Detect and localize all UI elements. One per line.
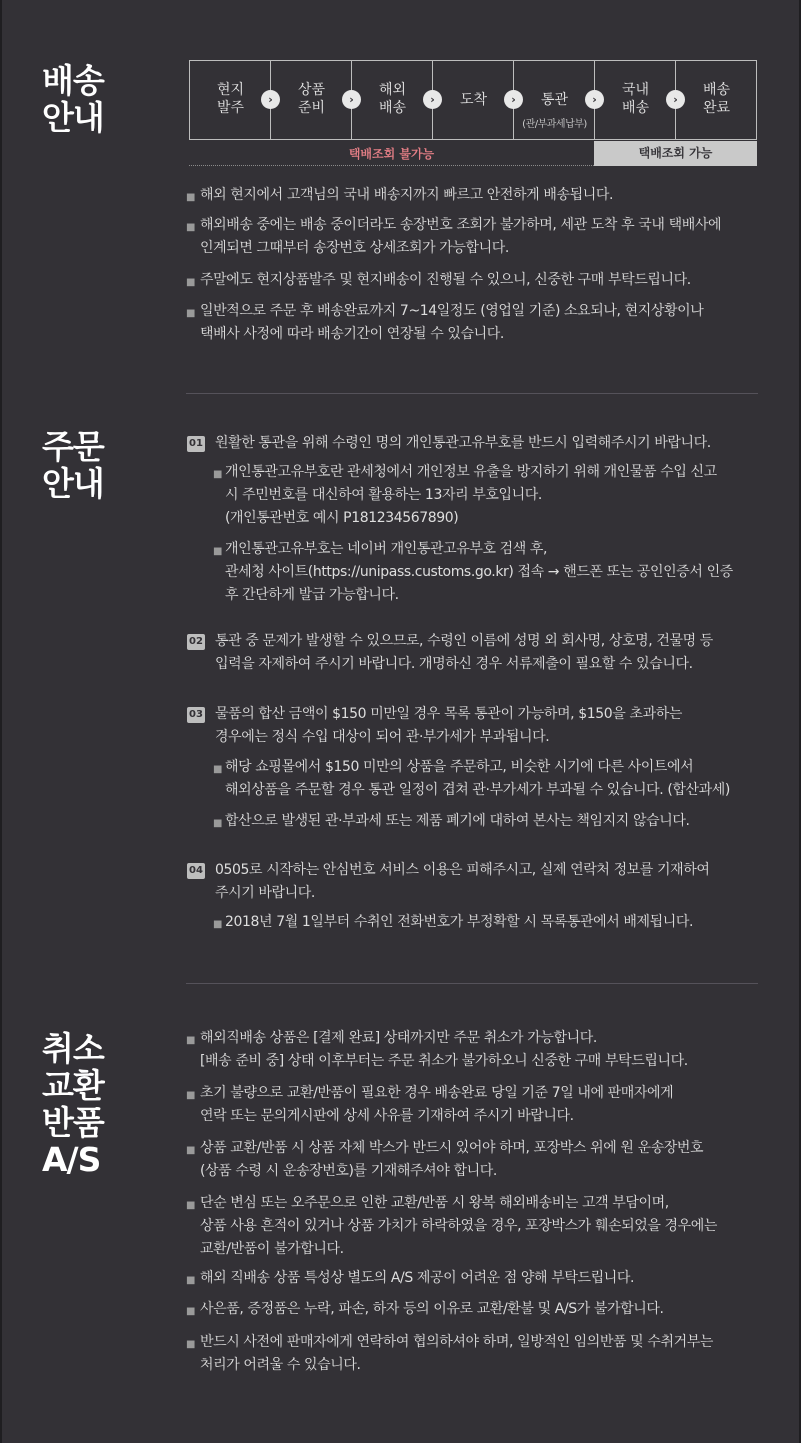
flow-step-label-line: 상품: [297, 82, 326, 98]
order-item: [215, 432, 711, 455]
note-line: 연락 또는 문의게시판에 상세 사유를 기재하여 주시기 바랍니다.: [200, 1108, 574, 1124]
item-number-badge: 02: [187, 634, 205, 650]
note-line: 해외배송 중에는 배송 중이더라도 송장번호 조회가 불가하며, 세관 도착 후 국내 택배사에: [200, 217, 722, 233]
order-sub-note-line: 관세청 사이트(https://unipass.customs.go.kr) 접속 → 핸드폰 또는 공인인증서 인증: [225, 564, 733, 580]
chevron-right-icon: ›: [342, 90, 361, 109]
chevron-right-icon: ›: [585, 90, 604, 109]
bullet-icon: ■: [186, 1275, 196, 1286]
order-item-line: 물품의 합산 금액이 $150 미만일 경우 목록 통관이 가능하며, $150을 초과하는: [215, 706, 682, 722]
note-line: 처리가 어려울 수 있습니다.: [200, 1357, 361, 1373]
flow-step-label-line: 배송: [378, 100, 407, 116]
bullet-icon: ■: [186, 1200, 196, 1211]
flow-step-label: [676, 81, 757, 117]
order-sub-note: [213, 756, 730, 802]
note-line: 해외 직배송 상품 특성상 별도의 A/S 제공이 어려운 점 양해 부탁드립니다.: [200, 1270, 635, 1286]
bullet-icon: ■: [213, 764, 223, 775]
order-sub-note-line: 합산으로 발생된 관·부과세 또는 제품 폐기에 대하여 본사는 책임지지 않습니다.: [225, 813, 690, 829]
flow-step-label: [433, 91, 514, 109]
note-line: 사은품, 증정품은 누락, 파손, 하자 등의 이유로 교환/환불 및 A/S가 불가합니다.: [200, 1301, 664, 1317]
bullet-icon: ■: [186, 1035, 196, 1046]
flow-step-label: [271, 81, 352, 117]
order-sub-note: [213, 810, 690, 833]
flow-step: [514, 61, 595, 139]
note-line: 교환/반품이 불가합니다.: [200, 1241, 344, 1257]
bullet-icon: ■: [186, 277, 196, 288]
note-line: 반드시 사전에 판매자에게 연락하여 협의하셔야 하며, 일방적인 임의반품 및 수취거부는: [200, 1334, 713, 1350]
note-line: 인계되면 그때부터 송장번호 상세조회가 가능합니다.: [200, 240, 509, 256]
chevron-right-icon: ›: [666, 90, 685, 109]
chevron-right-icon: ›: [504, 90, 523, 109]
order-item-line: 원활한 통관을 위해 수령인 명의 개인통관고유부호를 반드시 입력해주시기 바랍니다.: [215, 435, 711, 451]
bullet-icon: ■: [186, 1145, 196, 1156]
bullet-icon: ■: [186, 222, 196, 233]
order-item-line: 0505로 시작하는 안심번호 서비스 이용은 피해주시고, 실제 연락처 정보를 기재하여: [215, 862, 710, 878]
flow-step-label-line: 배송: [621, 100, 650, 116]
note-item: [186, 269, 691, 292]
order-sub-note-line: 해당 쇼핑몰에서 $150 미만의 상품을 주문하고, 비슷한 시기에 다른 사이트에서: [225, 759, 694, 775]
order-item-line: 통관 중 문제가 발생할 수 있으므로, 수령인 이름에 성명 외 회사명, 상호명, 건물명 등: [215, 633, 713, 649]
flow-step: [190, 61, 271, 139]
item-number-badge: 04: [187, 863, 205, 879]
order-sub-note-line: 후 간단하게 발급 가능합니다.: [225, 587, 399, 603]
chevron-right-icon: ›: [261, 90, 280, 109]
bullet-icon: ■: [213, 469, 223, 480]
note-line: 일반적으로 주문 후 배송완료까지 7~14일정도 (영업일 기준) 소요되나, 현지상황이나: [200, 303, 704, 319]
order-sub-note-line: 개인통관고유부호는 네이버 개인통관고유부호 검색 후,: [225, 541, 548, 557]
flow-step-label-line: 국내: [621, 82, 650, 98]
flow-step-label-line: 발주: [216, 100, 245, 116]
flow-step-label-line: 준비: [297, 100, 326, 116]
note-line: 상품 사용 흔적이 있거나 상품 가치가 하락하였을 경우, 포장박스가 훼손되었을 경우에는: [200, 1218, 718, 1234]
flow-step-sublabel: (관/부과세납부): [522, 119, 587, 130]
note-line: 초기 불량으로 교환/반품이 필요한 경우 배송완료 당일 기준 7일 내에 판매자에게: [200, 1085, 674, 1101]
chevron-right-icon: ›: [423, 90, 442, 109]
order-item-line: 경우에는 정식 수입 대상이 되어 관·부가세가 부과됩니다.: [215, 729, 550, 745]
flow-step-label-line: 도착: [459, 92, 488, 108]
bullet-icon: ■: [213, 919, 223, 930]
note-item: [186, 214, 722, 260]
note-line: (상품 수령 시 운송장번호)를 기재해주셔야 합니다.: [200, 1163, 497, 1179]
bullet-icon: ■: [186, 1090, 196, 1101]
flow-step: [433, 61, 514, 139]
note-line: 주말에도 현지상품발주 및 현지배송이 진행될 수 있으니, 신중한 구매 부탁드립니다.: [200, 272, 691, 288]
order-sub-note-line: 개인통관고유부호란 관세청에서 개인정보 유출을 방지하기 위해 개인물품 수입 신고: [225, 464, 717, 480]
tracking-unavailable-label: 택배조회 불가능: [189, 142, 594, 166]
flow-step-label-line: 통관: [540, 92, 569, 108]
flow-step-label-line: 배송: [702, 82, 731, 98]
flow-step-label: [514, 91, 595, 109]
flow-step: [352, 61, 433, 139]
order-item: [215, 630, 713, 676]
flow-step-label: [190, 81, 271, 117]
order-sub-note: [213, 911, 694, 934]
note-line: 상품 교환/반품 시 상품 자체 박스가 반드시 있어야 하며, 포장박스 위에 원 운송장번호: [200, 1140, 704, 1156]
order-sub-note: [213, 461, 717, 530]
order-item-line: 입력을 자제하여 주시기 바랍니다. 개명하신 경우 서류제출이 필요할 수 있습니다.: [215, 656, 693, 672]
note-item: [186, 1267, 635, 1290]
bullet-icon: ■: [213, 546, 223, 557]
note-item: [186, 1192, 718, 1261]
note-line: 해외 현지에서 고객님의 국내 배송지까지 빠르고 안전하게 배송됩니다.: [200, 187, 613, 203]
bullet-icon: ■: [186, 1339, 196, 1350]
flow-step-label-line: 현지: [216, 82, 245, 98]
note-item: [186, 1082, 674, 1128]
item-number-badge: 03: [187, 707, 205, 723]
note-line: [배송 준비 중] 상태 이후부터는 주문 취소가 불가하오니 신중한 구매 부탁드립니다.: [200, 1053, 688, 1069]
note-item: [186, 1027, 688, 1073]
note-item: [186, 184, 613, 207]
order-item-line: 주시기 바랍니다.: [215, 885, 315, 901]
flow-step: [271, 61, 352, 139]
bullet-icon: ■: [186, 1306, 196, 1317]
section-divider: [186, 983, 758, 984]
order-item: [215, 859, 710, 905]
order-item: [215, 703, 682, 749]
order-sub-note-line: 해외상품을 주문할 경우 통관 일정이 겹쳐 관·부가세가 부과될 수 있습니다. (합산과세): [225, 782, 730, 798]
flow-step-label-line: 해외: [378, 82, 407, 98]
flow-step-label: [595, 81, 676, 117]
flow-step-label-line: 완료: [702, 100, 731, 116]
bullet-icon: ■: [213, 818, 223, 829]
left-border: [0, 0, 2, 1443]
order-section-title: 주문 안내: [42, 427, 104, 503]
note-item: [186, 300, 704, 346]
flow-step-label: [352, 81, 433, 117]
note-line: 해외직배송 상품은 [결제 완료] 상태까지만 주문 취소가 가능합니다.: [200, 1030, 597, 1046]
returns-section-title: 취소 교환 반품 A/S: [42, 1029, 104, 1179]
item-number-badge: 01: [187, 436, 205, 452]
order-sub-note: [213, 538, 733, 607]
bullet-icon: ■: [186, 192, 196, 203]
note-item: [186, 1331, 713, 1377]
shipping-section-title: 배송 안내: [42, 61, 104, 137]
tracking-available-label: 택배조회 가능: [594, 141, 757, 166]
order-sub-note-line: 시 주민번호를 대신하여 활용하는 13자리 부호입니다.: [225, 487, 542, 503]
flow-step: [676, 61, 757, 139]
note-item: [186, 1298, 664, 1321]
order-sub-note-line: (개인통관번호 예시 P181234567890): [225, 510, 459, 526]
note-line: 단순 변심 또는 오주문으로 인한 교환/반품 시 왕복 해외배송비는 고객 부담이며,: [200, 1195, 669, 1211]
note-line: 택배사 사정에 따라 배송기간이 연장될 수 있습니다.: [200, 326, 504, 342]
order-sub-note-line: 2018년 7월 1일부터 수취인 전화번호가 부정확할 시 목록통관에서 배제됩니다.: [225, 914, 694, 930]
flow-step: [595, 61, 676, 139]
shipping-flow-diagram: [189, 60, 757, 140]
note-item: [186, 1137, 704, 1183]
bullet-icon: ■: [186, 308, 196, 319]
section-divider: [186, 393, 758, 394]
